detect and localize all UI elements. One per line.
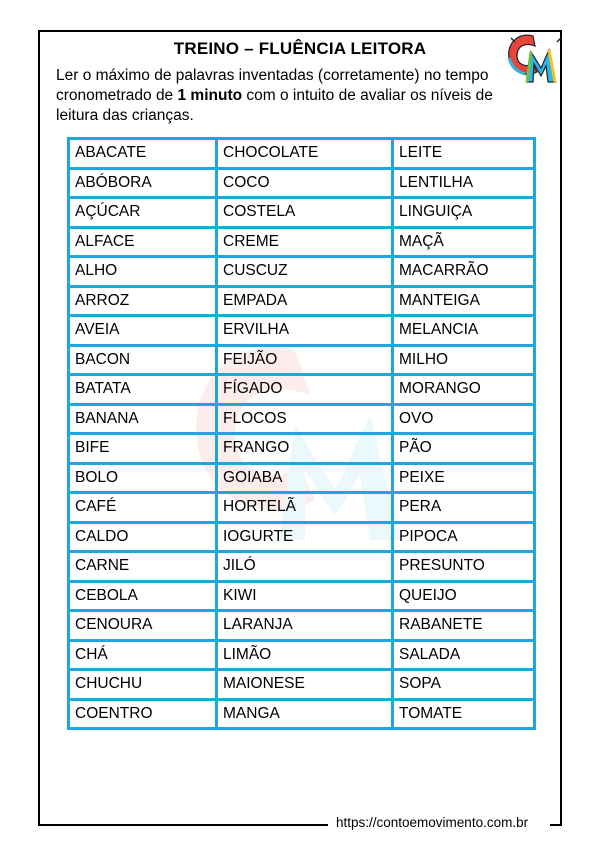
word-cell: ERVILHA: [217, 316, 393, 346]
word-cell: OVO: [393, 404, 535, 434]
word-cell: CEBOLA: [69, 581, 217, 611]
word-cell: CHUCHU: [69, 670, 217, 700]
word-cell: PEIXE: [393, 463, 535, 493]
table-row: [69, 316, 535, 346]
brand-logo: [503, 30, 563, 88]
table-row: [69, 286, 535, 316]
table-row: [69, 611, 535, 641]
word-cell: FLOCOS: [217, 404, 393, 434]
table-row: [69, 375, 535, 405]
word-cell: MACARRÃO: [393, 257, 535, 287]
word-cell: MAIONESE: [217, 670, 393, 700]
instructions-start: Ler o máximo de palavras inventadas (corretamente) no tempo cronometrado de: [56, 67, 489, 104]
word-cell: CHÁ: [69, 640, 217, 670]
table-row: [69, 670, 535, 700]
word-cell: EMPADA: [217, 286, 393, 316]
word-cell: FÍGADO: [217, 375, 393, 405]
word-cell: ARROZ: [69, 286, 217, 316]
word-cell: JILÓ: [217, 552, 393, 582]
word-cell: KIWI: [217, 581, 393, 611]
word-cell: CARNE: [69, 552, 217, 582]
word-cell: HORTELÃ: [217, 493, 393, 523]
word-cell: LARANJA: [217, 611, 393, 641]
frame-bottom-left: [38, 824, 328, 826]
word-cell: PRESUNTO: [393, 552, 535, 582]
word-cell: CALDO: [69, 522, 217, 552]
table-row: [69, 257, 535, 287]
table-row: [69, 198, 535, 228]
word-cell: MANTEIGA: [393, 286, 535, 316]
table-row: [69, 404, 535, 434]
word-cell: GOIABA: [217, 463, 393, 493]
word-cell: RABANETE: [393, 611, 535, 641]
instructions-emphasis: 1 minuto: [177, 87, 243, 104]
word-cell: PIPOCA: [393, 522, 535, 552]
word-cell: ABÓBORA: [69, 168, 217, 198]
word-cell: ALFACE: [69, 227, 217, 257]
word-cell: AÇÚCAR: [69, 198, 217, 228]
table-row: [69, 552, 535, 582]
word-cell: CAFÉ: [69, 493, 217, 523]
word-cell: SALADA: [393, 640, 535, 670]
word-cell: PERA: [393, 493, 535, 523]
word-cell: SOPA: [393, 670, 535, 700]
table-row: [69, 463, 535, 493]
table-row: [69, 493, 535, 523]
word-cell: MILHO: [393, 345, 535, 375]
word-cell: BIFE: [69, 434, 217, 464]
table-row: [69, 434, 535, 464]
word-cell: CENOURA: [69, 611, 217, 641]
word-cell: CREME: [217, 227, 393, 257]
word-cell: MELANCIA: [393, 316, 535, 346]
table-row: [69, 640, 535, 670]
word-table-body: [69, 139, 535, 729]
table-row: [69, 139, 535, 169]
word-cell: TOMATE: [393, 699, 535, 729]
word-cell: FRANGO: [217, 434, 393, 464]
word-cell: IOGURTE: [217, 522, 393, 552]
word-cell: CUSCUZ: [217, 257, 393, 287]
word-cell: LENTILHA: [393, 168, 535, 198]
footer-url[interactable]: https://contoemovimento.com.br: [336, 815, 529, 830]
word-cell: BANANA: [69, 404, 217, 434]
table-row: [69, 168, 535, 198]
word-cell: LIMÃO: [217, 640, 393, 670]
word-cell: MAÇÃ: [393, 227, 535, 257]
word-cell: MANGA: [217, 699, 393, 729]
word-cell: COCO: [217, 168, 393, 198]
instructions: [56, 66, 526, 126]
word-cell: CHOCOLATE: [217, 139, 393, 169]
instructions-end: com o intuito de avaliar os níveis de leitura das crianças.: [56, 87, 493, 124]
table-row: [69, 699, 535, 729]
word-cell: QUEIJO: [393, 581, 535, 611]
word-cell: LINGUIÇA: [393, 198, 535, 228]
page-title: TREINO – FLUÊNCIA LEITORA: [173, 39, 427, 58]
word-cell: BACON: [69, 345, 217, 375]
table-row: [69, 522, 535, 552]
word-cell: FEIJÃO: [217, 345, 393, 375]
word-cell: COSTELA: [217, 198, 393, 228]
table-row: [69, 345, 535, 375]
frame-bottom-right: [550, 824, 562, 826]
word-cell: PÃO: [393, 434, 535, 464]
word-cell: LEITE: [393, 139, 535, 169]
word-table: [67, 137, 536, 730]
word-cell: BATATA: [69, 375, 217, 405]
table-row: [69, 227, 535, 257]
word-cell: AVEIA: [69, 316, 217, 346]
word-cell: ABACATE: [69, 139, 217, 169]
word-cell: BOLO: [69, 463, 217, 493]
table-row: [69, 581, 535, 611]
word-cell: COENTRO: [69, 699, 217, 729]
word-cell: ALHO: [69, 257, 217, 287]
word-cell: MORANGO: [393, 375, 535, 405]
